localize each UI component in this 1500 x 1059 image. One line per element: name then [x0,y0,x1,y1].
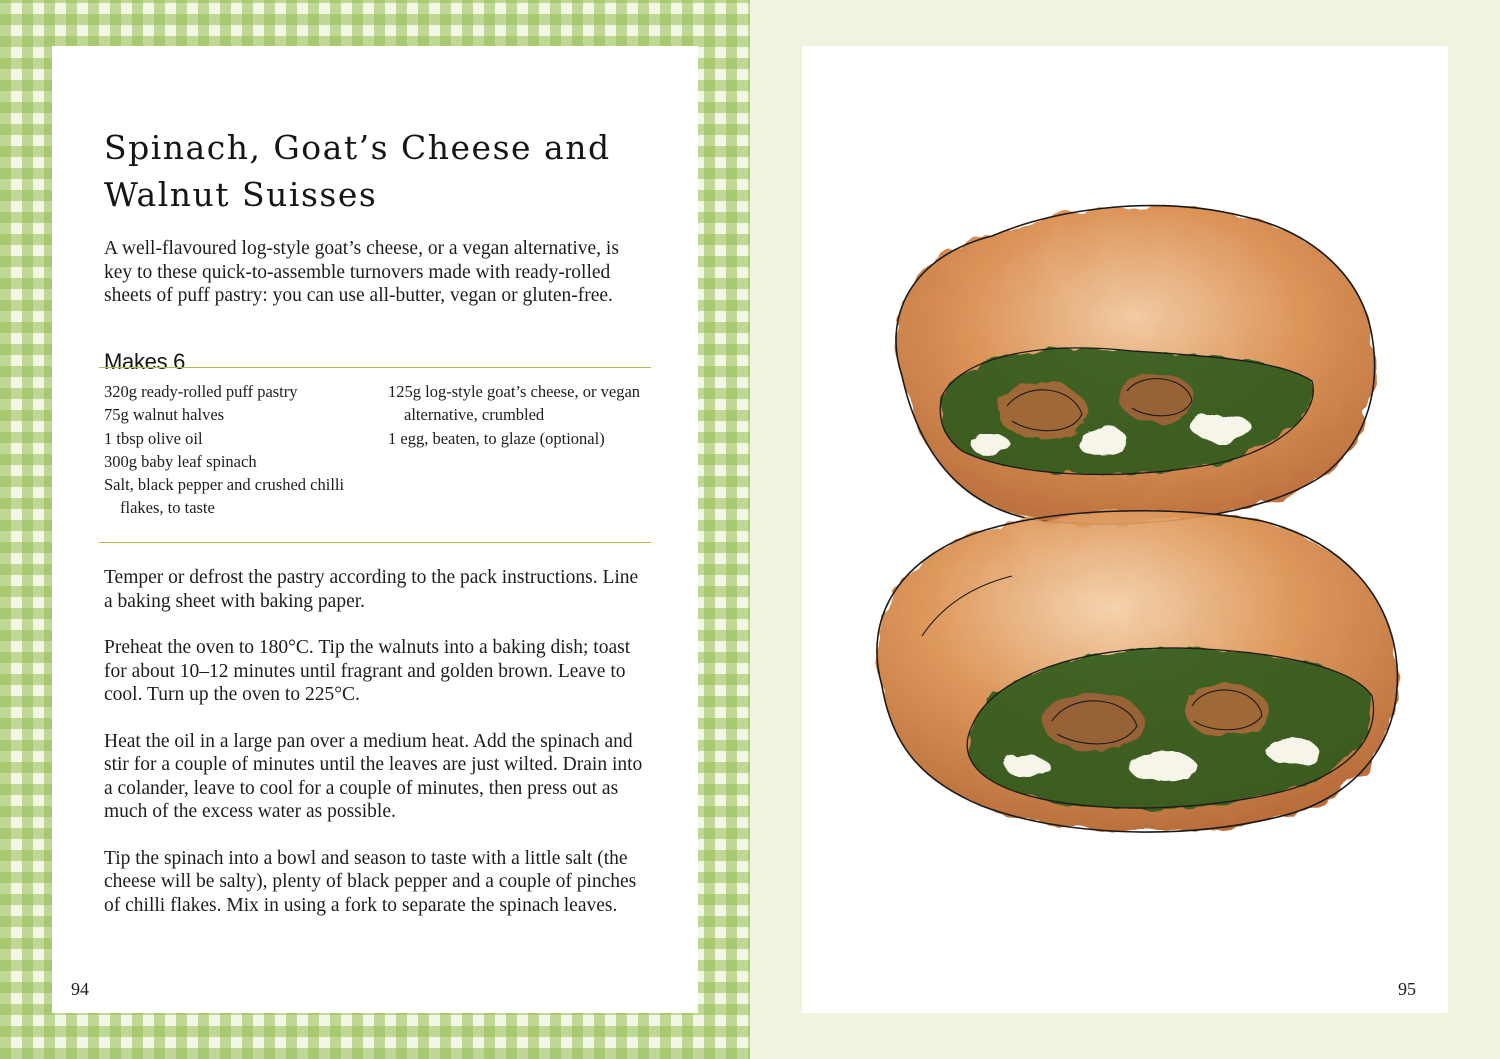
suisses-illustration [842,166,1422,886]
page-number-right: 95 [1398,979,1416,999]
method-step: Heat the oil in a large pan over a medium heat. Add the spinach and stir for a couple of minutes until the leaves are just wilted. Drain into a colander, leave to cool for a couple of minutes, then press out as much of the excess water as possible. [104,730,643,822]
ingredient-item: 125g log-style goat’s cheese, or vegan alternative, crumbled [388,382,641,425]
method-step: Temper or defrost the pastry according to the pack instructions. Line a baking sheet with baking paper. [104,567,639,612]
recipe-panel [52,46,698,1013]
ingredient-item: 75g walnut halves [104,405,225,425]
ingredients-top-rule [99,367,651,368]
recipe-intro: A well-flavoured log-style goat’s cheese, or a vegan alternative, is key to these quick-to-assemble turnovers made with ready-rolled sheets of puff pastry: you can use all-butter, vegan or gluten-free. [104,238,619,306]
method-step: Tip the spinach into a bowl and season to taste with a little salt (the cheese will be salty), plenty of black pepper and a couple of pinches of chilli flakes. Mix in using a fork to separate the spinach leaves. [104,847,637,916]
ingredients-list-left [104,380,374,520]
ingredients-bottom-rule [99,542,651,543]
illustration-panel [802,46,1448,1013]
ingredients-list-right [388,380,658,450]
method-step: Preheat the oven to 180°C. Tip the walnuts into a baking dish; toast for about 10–12 minutes until fragrant and golden brown. Leave to cool. Turn up the oven to 225°C. [104,637,631,705]
page-number-left: 94 [71,979,89,999]
method-steps [104,566,649,940]
ingredient-item: 1 egg, beaten, to glaze (optional) [388,428,605,448]
right-page [750,0,1500,1059]
ingredient-item: Salt, black pepper and crushed chilli flakes, to taste [104,475,345,518]
turnover-bottom [877,511,1398,832]
ingredient-item: 300g baby leaf spinach [104,451,257,471]
ingredient-item: 1 tbsp olive oil [104,428,203,448]
recipe-title: Spinach, Goat’s Cheese and Walnut Suisses [104,128,611,214]
turnover-top [896,206,1375,524]
ingredient-item: 320g ready-rolled puff pastry [104,382,298,401]
recipe-yield: Makes 6 [104,349,186,374]
